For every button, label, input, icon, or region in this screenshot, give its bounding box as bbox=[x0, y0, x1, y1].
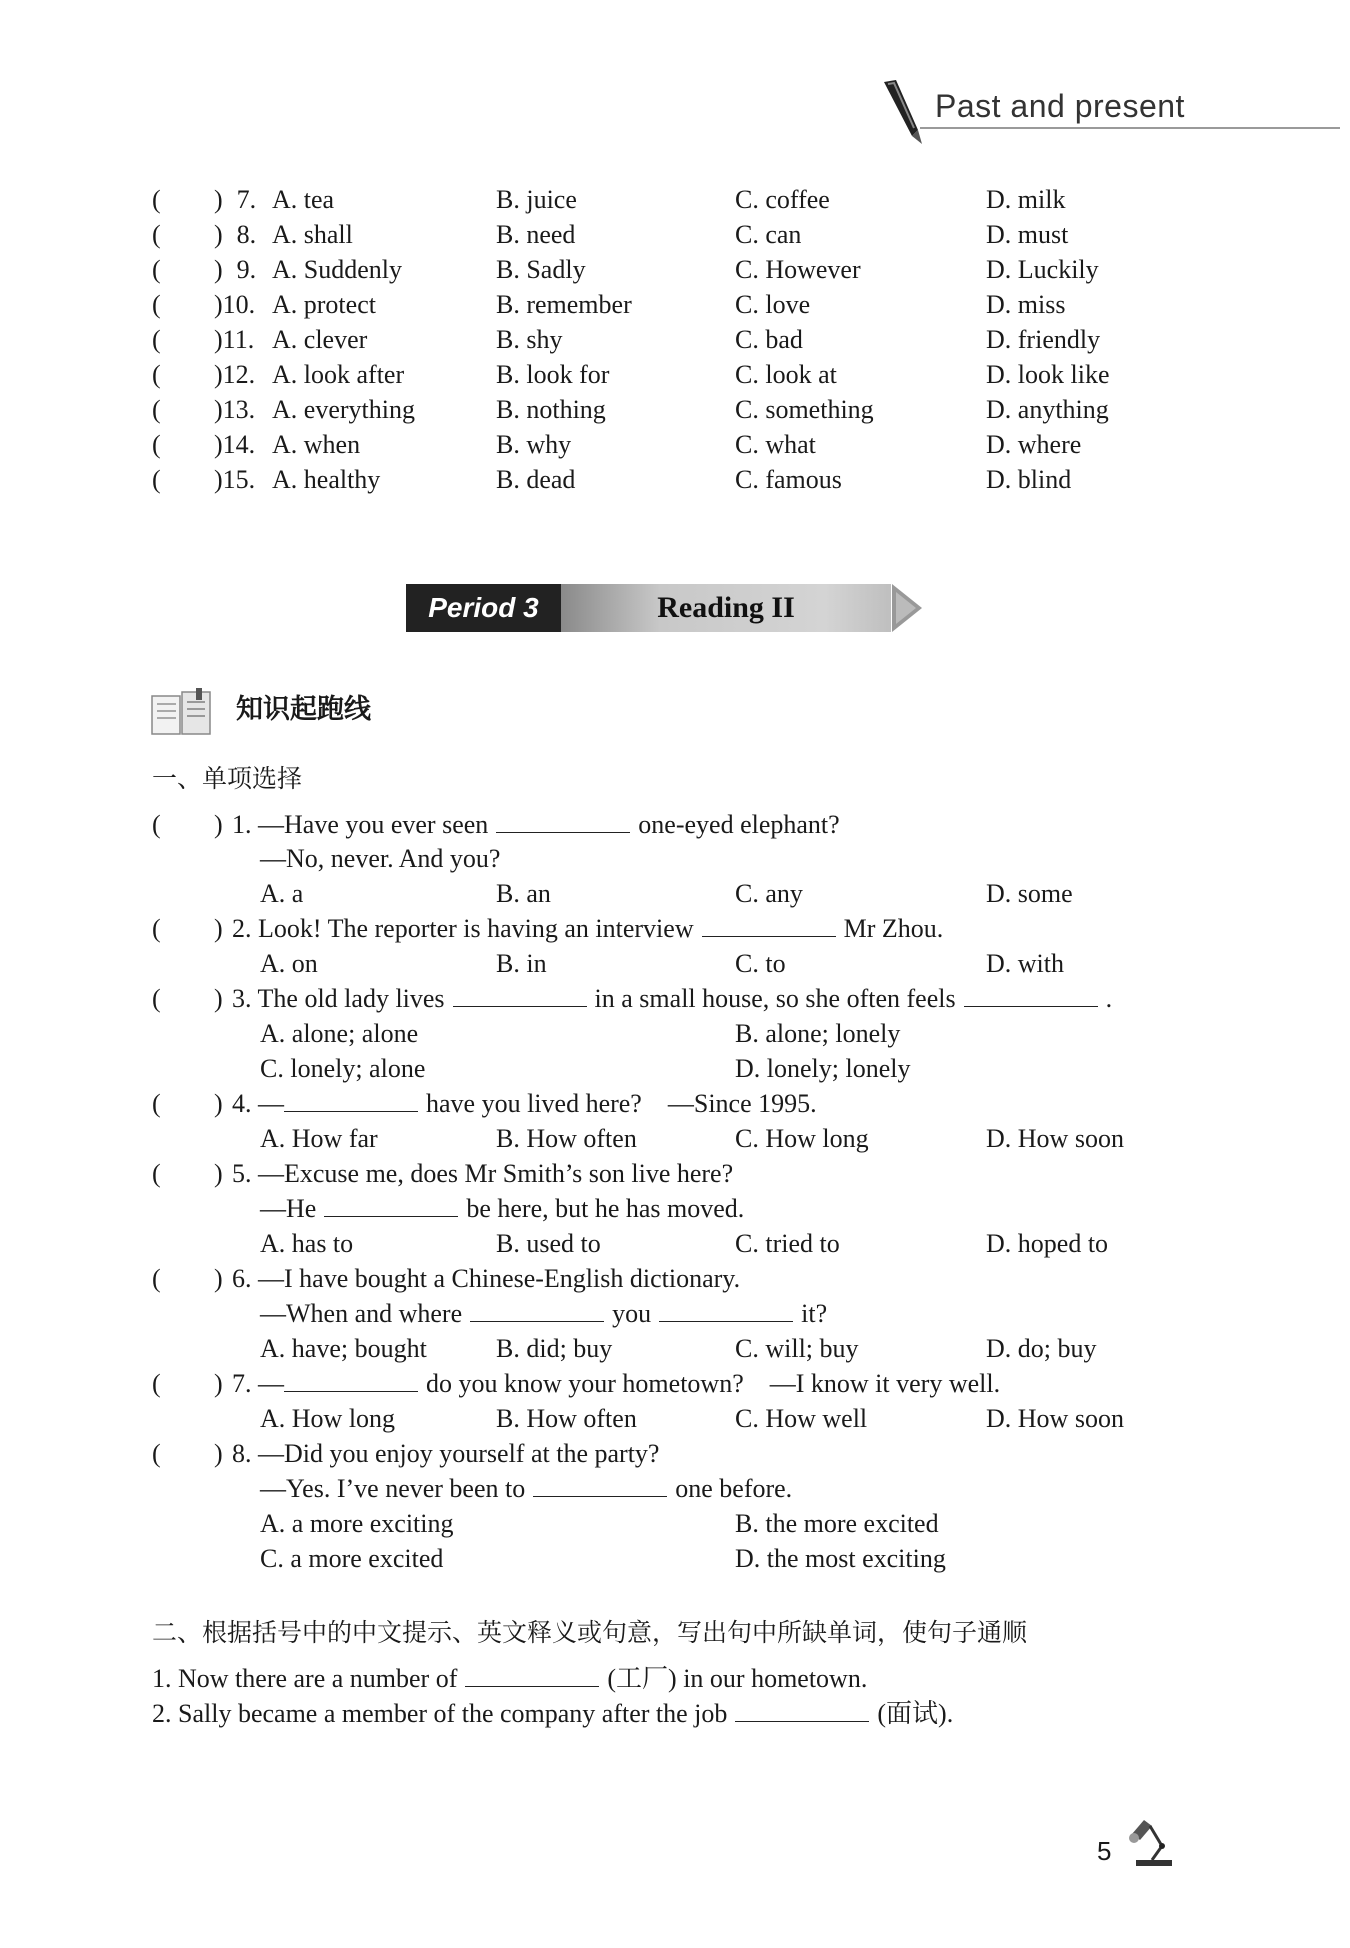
question-1: ( ) bbox=[152, 810, 223, 839]
answer-blank[interactable] bbox=[496, 808, 630, 833]
desk-lamp-icon bbox=[1122, 1812, 1178, 1868]
answer-blank[interactable] bbox=[465, 1662, 599, 1687]
option-row: ( )10. A. protect B. remember C. love D. miss bbox=[152, 290, 1066, 319]
answer-blank[interactable] bbox=[470, 1297, 604, 1322]
question-1-reply: —No, never. And you? bbox=[260, 844, 501, 873]
answer-blank[interactable] bbox=[284, 1087, 418, 1112]
question-5-options: A. has to B. used to C. tried to D. hoped to bbox=[260, 1229, 1109, 1258]
question-7-stem: 7. — do you know your hometown? —I know it very well. bbox=[232, 1369, 1001, 1398]
question-2-stem: 2. Look! The reporter is having an interview Mr Zhou. bbox=[232, 914, 944, 943]
question-7-options: A. How long B. How often C. How well D. How soon bbox=[260, 1404, 1124, 1433]
part2-heading: 二、根据括号中的中文提示、英文释义或句意，写出句中所缺单词，使句子通顺 bbox=[152, 1618, 1028, 1647]
question-5: ( ) bbox=[152, 1159, 223, 1188]
option-row: ( ) 9. A. Suddenly B. Sadly C. However D. Luckily bbox=[152, 255, 1099, 284]
part1-heading: 一、单项选择 bbox=[152, 764, 303, 793]
answer-blank[interactable] bbox=[735, 1697, 869, 1722]
question-3-options-cd: C. lonely; alone D. lonely; lonely bbox=[260, 1054, 911, 1083]
question-8-options-ab: A. a more exciting B. the more excited bbox=[260, 1509, 939, 1538]
answer-blank[interactable] bbox=[324, 1192, 458, 1217]
question-1-stem: 1. —Have you ever seen one-eyed elephant? bbox=[232, 810, 840, 839]
book-icon bbox=[150, 688, 212, 738]
question-4-stem: 4. — have you lived here? —Since 1995. bbox=[232, 1089, 817, 1118]
question-2-options: A. on B. in C. to D. with bbox=[260, 949, 1064, 978]
question-8-reply: —Yes. I’ve never been to one before. bbox=[260, 1474, 793, 1503]
question-6-stem: 6. —I have bought a Chinese-English dictionary. bbox=[232, 1264, 741, 1293]
fill-item-1: 1. Now there are a number of (工厂) in our hometown. bbox=[152, 1664, 868, 1693]
question-3-options-ab: A. alone; alone B. alone; lonely bbox=[260, 1019, 901, 1048]
question-8-stem: 8. —Did you enjoy yourself at the party? bbox=[232, 1439, 660, 1468]
question-6-options: A. have; bought B. did; buy C. will; buy D. do; buy bbox=[260, 1334, 1097, 1363]
question-8: ( ) bbox=[152, 1439, 223, 1468]
question-5-reply: —He be here, but he has moved. bbox=[260, 1194, 745, 1223]
question-3: ( ) bbox=[152, 984, 223, 1013]
arrow-inner-icon bbox=[896, 592, 916, 624]
question-6: ( ) bbox=[152, 1264, 223, 1293]
answer-blank[interactable] bbox=[284, 1367, 418, 1392]
answer-blank[interactable] bbox=[964, 982, 1098, 1007]
option-row: ( )12. A. look after B. look for C. look at D. look like bbox=[152, 360, 1110, 389]
answer-blank[interactable] bbox=[533, 1472, 667, 1497]
option-row: ( )14. A. when B. why C. what D. where bbox=[152, 430, 1082, 459]
answer-blank[interactable] bbox=[702, 912, 836, 937]
question-4: ( ) bbox=[152, 1089, 223, 1118]
question-8-options-cd: C. a more excited D. the most exciting bbox=[260, 1544, 946, 1573]
section-title: 知识起跑线 bbox=[236, 694, 371, 725]
option-row: ( ) 8. A. shall B. need C. can D. must bbox=[152, 220, 1069, 249]
option-row: ( ) 7. A. tea B. juice C. coffee D. milk bbox=[152, 185, 1066, 214]
page-number: 5 bbox=[1097, 1836, 1112, 1866]
answer-blank[interactable] bbox=[659, 1297, 793, 1322]
question-5-stem: 5. —Excuse me, does Mr Smith’s son live here? bbox=[232, 1159, 734, 1188]
fill-item-2: 2. Sally became a member of the company after the job (面试). bbox=[152, 1699, 954, 1728]
option-row: ( )11. A. clever B. shy C. bad D. friendly bbox=[152, 325, 1101, 354]
question-7: ( ) bbox=[152, 1369, 223, 1398]
header-rule bbox=[920, 127, 1340, 129]
option-row: ( )15. A. healthy B. dead C. famous D. blind bbox=[152, 465, 1072, 494]
period-label: Period 3 bbox=[406, 584, 561, 632]
question-6-reply: —When and where you it? bbox=[260, 1299, 828, 1328]
question-3-stem: 3. The old lady lives in a small house, so she often feels . bbox=[232, 984, 1113, 1013]
pen-icon bbox=[878, 78, 926, 148]
question-2: ( ) bbox=[152, 914, 223, 943]
question-1-options: A. a B. an C. any D. some bbox=[260, 879, 1073, 908]
question-4-options: A. How far B. How often C. How long D. How soon bbox=[260, 1124, 1124, 1153]
answer-blank[interactable] bbox=[453, 982, 587, 1007]
option-row: ( )13. A. everything B. nothing C. something D. anything bbox=[152, 395, 1109, 424]
period-banner bbox=[406, 584, 926, 632]
period-title: Reading II bbox=[561, 584, 891, 632]
header-title: Past and present bbox=[935, 88, 1185, 124]
